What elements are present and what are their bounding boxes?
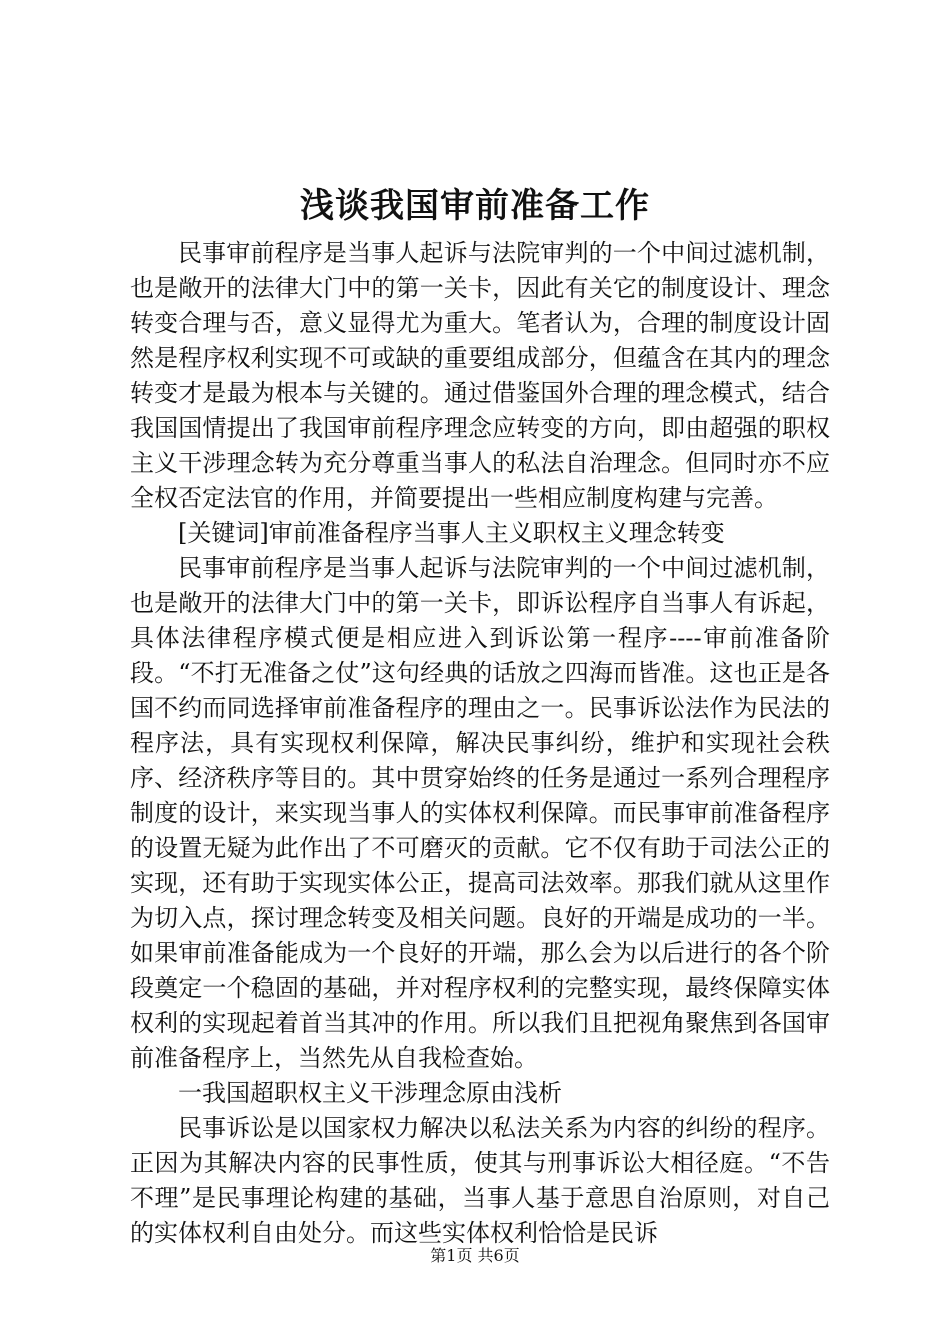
section-paragraph: 民事诉讼是以国家权力解决以私法关系为内容的纠纷的程序。正因为其解决内容的民事性质，使其与刑事诉讼大相径庭。“不告不理”是民事理论构建的基础，当事人基于意思自治原则，对自己的实体权利自由处分。而这些实体权利恰恰是民诉 (130, 1114, 830, 1247)
intro-paragraph: 民事审前程序是当事人起诉与法院审判的一个中间过滤机制，也是敞开的法律大门中的第一关卡，即诉讼程序自当事人有诉起，具体法律程序模式便是相应进入到诉讼第一程序----审前准备阶段。“不打无准备之仗”这句经典的话放之四海而皆准。这也正是各国不约而同选择审前准备程序的理由之一。民事诉讼法作为民法的程序法，具有实现权利保障，解决民事纠纷，维护和实现社会秩序、经济秩序等目的。其中贯穿始终的任务是通过一系列合理程序制度的设计，来实现当事人的实体权利保障。而民事审前准备程序的设置无疑为此作出了不可磨灭的贡献。它不仅有助于司法公正的实现，还有助于实现实体公正，提高司法效率。那我们就从这里作为切入点，探讨理念转变及相关问题。良好的开端是成功的一半。如果审前准备能成为一个良好的开端，那么会为以后进行的各个阶段奠定一个稳固的基础，并对程序权利的完整实现，最终保障实体权利的实现起着首当其冲的作用。所以我们且把视角聚焦到各国审前准备程序上，当然先从自我检查始。 (130, 554, 830, 1072)
document-title: 浅谈我国审前准备工作 (300, 186, 650, 226)
abstract-paragraph: 民事审前程序是当事人起诉与法院审判的一个中间过滤机制，也是敞开的法律大门中的第一关卡，因此有关它的制度设计、理念转变合理与否，意义显得尤为重大。笔者认为，合理的制度设计固然是程序权利实现不可或缺的重要组成部分，但蕴含在其内的理念转变才是最为根本与关键的。通过借鉴国外合理的理念模式，结合我国国情提出了我国审前程序理念应转变的方向，即由超强的职权主义干涉理念转为充分尊重当事人的私法自治理念。但同时亦不应全权否定法官的作用，并简要提出一些相应制度构建与完善。 (130, 239, 830, 512)
section-heading: 一我国超职权主义干涉理念原由浅析 (178, 1079, 562, 1107)
document-body (130, 236, 830, 1251)
page-number-footer: 第1页 共6页 (430, 1246, 520, 1265)
keywords-paragraph: [关键词]审前准备程序当事人主义职权主义理念转变 (178, 519, 725, 547)
